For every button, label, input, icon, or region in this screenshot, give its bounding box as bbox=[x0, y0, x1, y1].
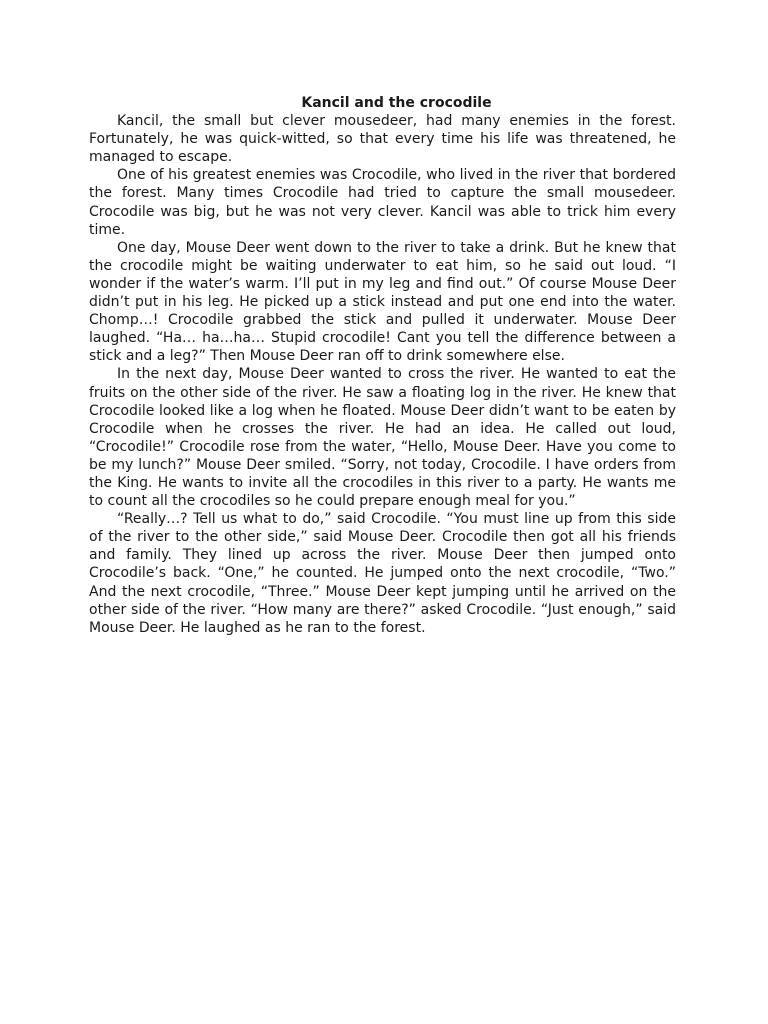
document-page bbox=[89, 94, 676, 637]
paragraph-5: “Really…? Tell us what to do,” said Crocodile. “You must line up from this side of the river to the other side,” said Mouse Deer. Crocodile then got all his friends and family. They lined up across the river. Mouse Deer then jumped onto Crocodile’s back. “One,” he counted. He jumped onto the next crocodile, “Two.” And the next crocodile, “Three.” Mouse Deer kept jumping until he arrived on the other side of the river. “How many are there?” asked Crocodile. “Just enough,” said Mouse Deer. He laughed as he ran to the forest. bbox=[89, 511, 676, 636]
paragraph-4: In the next day, Mouse Deer wanted to cross the river. He wanted to eat the fruits on the other side of the river. He saw a floating log in the river. He knew that Crocodile looked like a log when he floated. Mouse Deer didn’t want to be eaten by Crocodile when he crosses the river. He had an idea. He called out loud, “Crocodile!” Crocodile rose from the water, “Hello, Mouse Deer. Have you come to be my lunch?” Mouse Deer smiled. “Sorry, not today, Crocodile. I have orders from the King. He wants to invite all the crocodiles in this river to a party. He wants me to count all the crocodiles so he could prepare enough meal for you.” bbox=[89, 366, 676, 510]
paragraph-3: One day, Mouse Deer went down to the river to take a drink. But he knew that the crocodile might be waiting underwater to eat him, so he said out loud. “I wonder if the water’s warm. I’ll put in my leg and find out.” Of course Mouse Deer didn’t put in his leg. He picked up a stick instead and put one end into the water. Chomp…! Crocodile grabbed the stick and pulled it underwater. Mouse Deer laughed. “Ha… ha…ha… Stupid crocodile! Cant you tell the difference between a stick and a leg?” Then Mouse Deer ran off to drink somewhere else. bbox=[89, 239, 676, 365]
paragraph-2: One of his greatest enemies was Crocodile, who lived in the river that bordered the forest. Many times Crocodile had tried to capture the small mousedeer. Crocodile was big, but he was not very clever. Kancil was able to trick him every time. bbox=[89, 167, 676, 238]
paragraph-1: Kancil, the small but clever mousedeer, had many enemies in the forest. Fortunately, he was quick-witted, so that every time his life was threatened, he managed to escape. bbox=[89, 113, 676, 166]
document-title: Kancil and the crocodile bbox=[301, 95, 492, 111]
